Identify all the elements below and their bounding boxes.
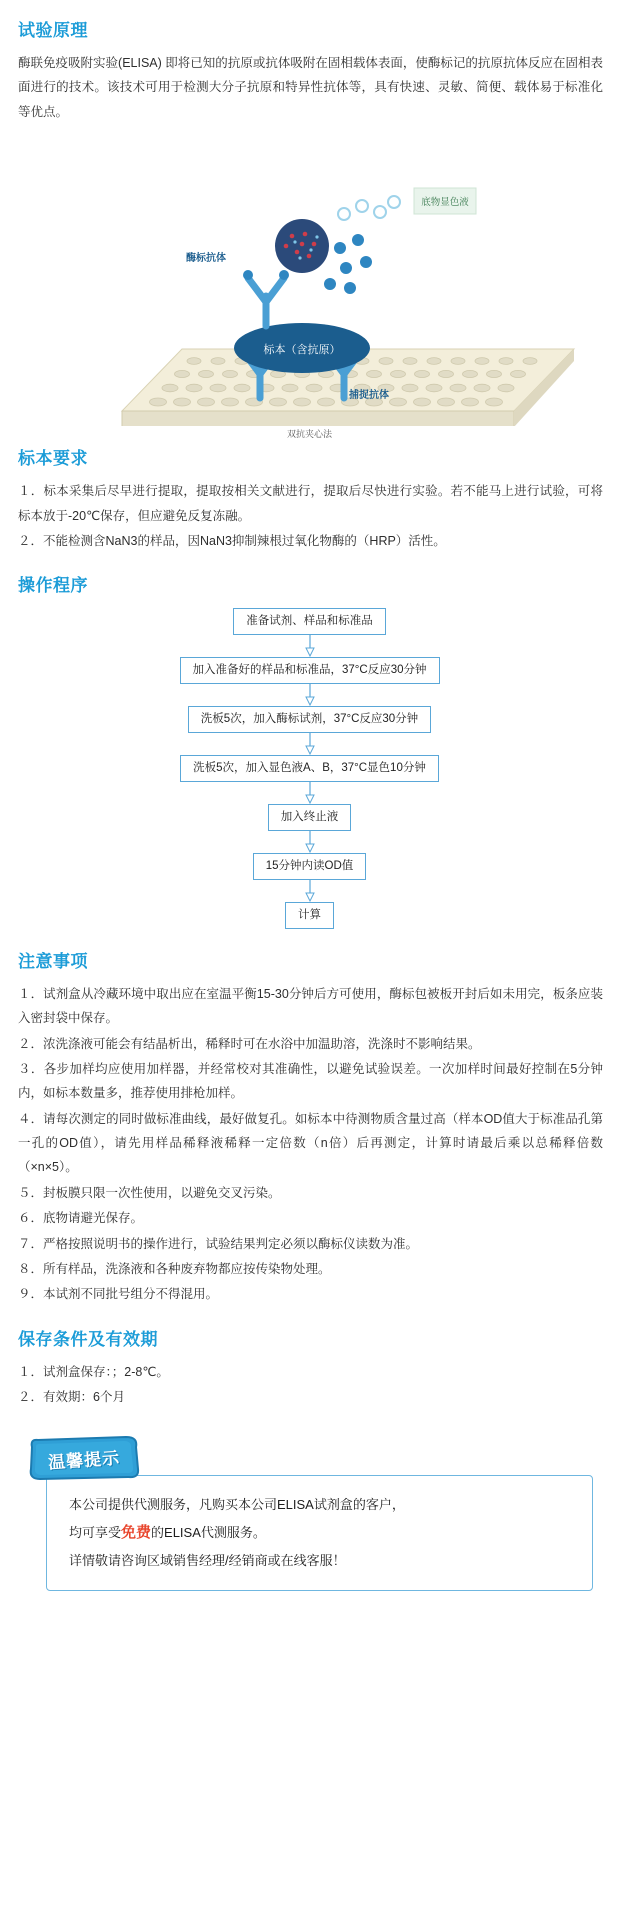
list-item: ６．底物请避光保存。 [18,1211,144,1226]
flow-step-7: 计算 [285,902,334,929]
section-title-storage: 保存条件及有效期 [18,1329,158,1349]
storage-list [18,1360,603,1410]
tips-line-1: 本公司提供代测服务，凡购买本公司ELISA试剂盒的客户， [69,1497,405,1513]
tips-line-2-prefix: 均可享受 [69,1525,122,1541]
flow-step-4: 洗板5次，加入显色液A、B，37°C显色10分钟 [180,755,439,782]
principle-text: 酶联免疫吸附实验(ELISA) 即将已知的抗原或抗体吸附在固相载体表面，使酶标记的抗原抗体反应在固相表面进行的技术。该技术可用于检测大分子抗原和特异性抗体等，具有快速、灵敏、简便、载体易于标准化等优点。 [18,56,603,119]
section-title-notes: 注意事项 [18,951,88,971]
warm-tips-label: 温馨提示 [47,1448,121,1473]
list-item: ２．浓洗涤液可能会有结晶析出，稀释时可在水浴中加温助溶，洗涤时不影响结果。 [18,1036,481,1051]
tips-line-3: 详情敬请咨询区域销售经理/经销商或在线客服！ [69,1553,346,1569]
section-title-procedure: 操作程序 [18,576,88,596]
specimen-label: 标本（含抗原） [263,344,341,357]
flow-arrow-icon [303,831,317,853]
list-item: ３．各步加样均应使用加样器，并经常校对其准确性，以避免试验误差。一次加样时间最好控制在5分钟内，如标本数量多，推荐使用排枪加样。 [18,1061,603,1101]
substrate-label: 底物显色液 [421,197,469,209]
list-item: ４．请每次测定的同时做标准曲线，最好做复孔。如标本中待测物质含量过高（样本OD值大于标准品孔第一孔的OD值），请先用样品稀释液稀释一定倍数（n倍）后再测定，计算时请最后乘以总稀释倍数（×n×5）。 [18,1111,603,1175]
elisa-principle-figure [14,136,605,440]
flow-step-2: 加入准备好的样品和标准品，37°C反应30分钟 [180,657,440,684]
list-item: １．标本采集后尽早进行提取，提取按相关文献进行，提取后尽快进行实验。若不能马上进行试验，可将标本放于-20℃保存，但应避免反复冻融。 [18,484,603,523]
list-item: ２．不能检测含NaN3的样品，因NaN3抑制辣根过氧化物酶的（HRP）活性。 [18,533,446,548]
list-item: ２．有效期：6个月 [18,1390,125,1405]
flow-step-6: 15分钟内读OD值 [253,853,367,880]
flow-step-1: 准备试剂、样品和标准品 [233,608,386,635]
list-item: ５．封板膜只限一次性使用，以避免交叉污染。 [18,1185,281,1200]
section-title-principle: 试验原理 [18,21,88,40]
flow-arrow-icon [303,635,317,657]
tips-free-highlight: 免费 [121,1524,152,1542]
elisa-diagram-svg [14,136,605,426]
operation-flowchart [0,608,619,929]
figure-caption: 双抗夹心法 [286,429,332,440]
enzyme-antibody-label: 酶标抗体 [186,253,226,265]
document-page [0,16,619,1623]
flow-step-5: 加入终止液 [268,804,352,831]
flow-arrow-icon [303,880,317,902]
flow-step-3: 洗板5次，加入酶标试剂，37°C反应30分钟 [188,706,431,733]
notes-list [18,982,603,1307]
flow-arrow-icon [303,782,317,804]
warm-tips-content [46,1475,593,1591]
list-item: ７．严格按照说明书的操作进行，试验结果判定必须以酶标仪读数为准。 [18,1236,419,1251]
principle-paragraph [18,51,603,124]
list-item: １．试剂盒从冷藏环境中取出应在室温平衡15-30分钟后方可使用，酶标包被板开封后如未用完，板条应装入密封袋中保存。 [18,986,603,1026]
section-title-specimen: 标本要求 [18,449,88,469]
flow-arrow-icon [303,733,317,755]
list-item: １．试剂盒保存：；2-8℃。 [18,1364,169,1379]
tips-line-2 [69,1518,574,1548]
capture-antibody-label: 捕捉抗体 [349,390,389,402]
specimen-requirements-list [18,479,603,553]
tips-line-2-suffix: 的ELISA代测服务。 [151,1525,266,1541]
list-item: ８．所有样品，洗涤液和各种废弃物都应按传染物处理。 [18,1261,331,1276]
flow-arrow-icon [303,684,317,706]
list-item: ９．本试剂不同批号组分不得混用。 [18,1287,219,1302]
warm-tips-block [0,1435,619,1603]
warm-tips-badge [26,1435,142,1481]
